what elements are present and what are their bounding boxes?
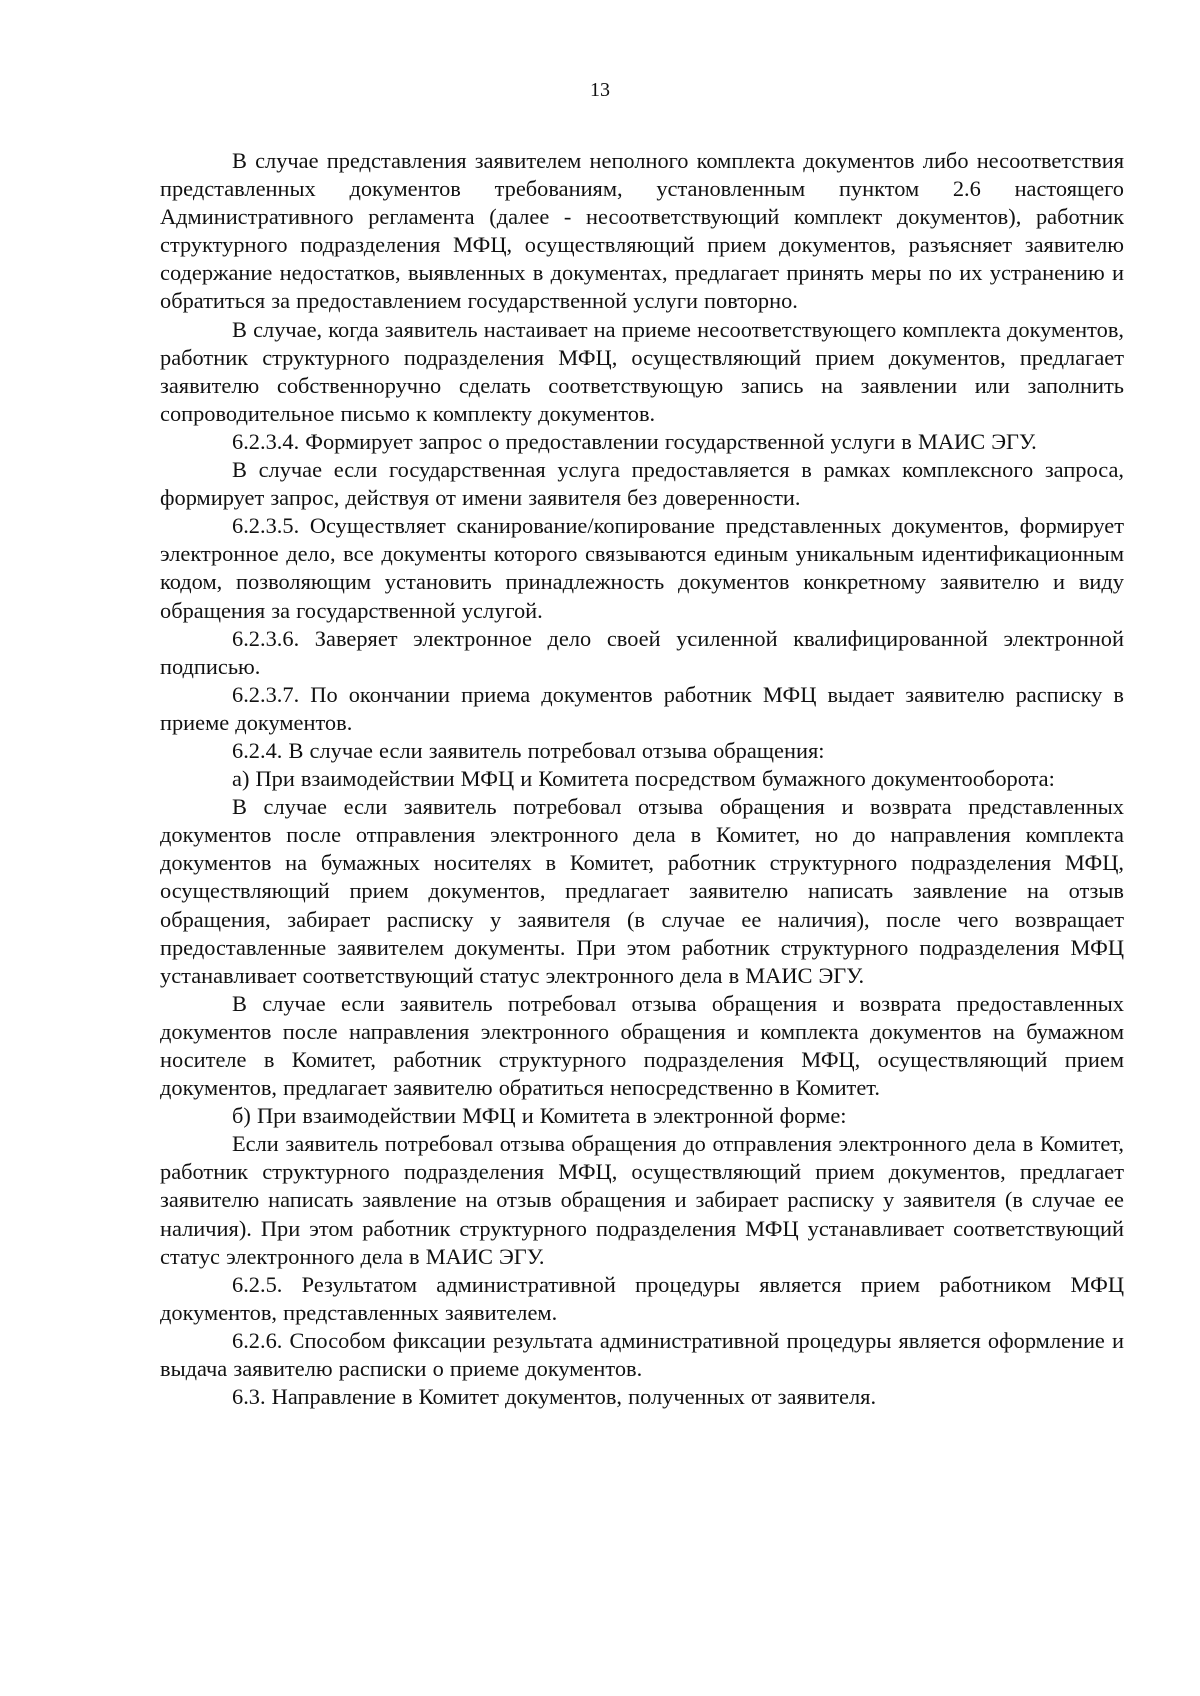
paragraph-6-2-3-4: 6.2.3.4. Формирует запрос о предоставлении государственной услуги в МАИС ЭГУ. <box>232 428 1037 454</box>
paragraph-withdrawal-before-paper: В случае если заявитель потребовал отзыва обращения и возврата представленных документов после отправления электронного дела в Комитет, но до направления комплекта документов на бумажных носителях в Комитет, работник структурного подразделения МФЦ, осуществляющий прием документов, предлагает заявителю написать заявление на отзыв обращения, забирает расписку у заявителя (в случае ее наличия), после чего возвращает предоставленные заявителем документы. При этом работник структурного подразделения МФЦ устанавливает соответствующий статус электронного дела в МАИС ЭГУ. <box>160 794 1124 988</box>
page-number: 13 <box>590 79 610 101</box>
paragraph-6-2-5: 6.2.5. Результатом административной процедуры является прием работником МФЦ документов, представленных заявителем. <box>160 1271 1124 1325</box>
paragraph-6-3: 6.3. Направление в Комитет документов, полученных от заявителя. <box>232 1384 877 1410</box>
paragraph-6-2-3-5: 6.2.3.5. Осуществляет сканирование/копирование представленных документов, формирует электронное дело, все документы которого связываются единым уникальным идентификационным кодом, позволяющим установить принадлежность документов конкретному заявителю и виду обращения за государственной услугой. <box>160 513 1124 623</box>
paragraph-withdrawal-after-paper: В случае если заявитель потребовал отзыва обращения и возврата предоставленных документов после направления электронного обращения и комплекта документов на бумажном носителе в Комитет, работник структурного подразделения МФЦ, осуществляющий прием документов, предлагает заявителю обратиться непосредственно в Комитет. <box>160 990 1124 1101</box>
paragraph-6-2-3-7: 6.2.3.7. По окончании приема документов работник МФЦ выдает заявителю расписку в приеме документов. <box>160 681 1124 735</box>
paragraph-incomplete-documents: В случае представления заявителем неполного комплекта документов либо несоответствия представленных документов требованиям, установленным пунктом 2.6 настоящего Административного регламента (далее - несоответствующий комплект документов), работник структурного подразделения МФЦ, осуществляющий прием документов, разъясняет заявителю содержание недостатков, выявленных в документах, предлагает принять меры по их устранению и обратиться за предоставлением государственной услуги повторно. <box>160 148 1124 314</box>
paragraph-item-a: а) При взаимодействии МФЦ и Комитета посредством бумажного документооборота: <box>232 766 1055 792</box>
document-body <box>160 147 1124 1411</box>
paragraph-complex-request: В случае если государственная услуга предоставляется в рамках комплексного запроса, формирует запрос, действуя от имени заявителя без доверенности. <box>160 457 1124 511</box>
paragraph-6-2-4: 6.2.4. В случае если заявитель потребовал отзыва обращения: <box>232 737 825 763</box>
paragraph-item-b: б) При взаимодействии МФЦ и Комитета в электронной форме: <box>232 1103 847 1129</box>
paragraph-6-2-6: 6.2.6. Способом фиксации результата административной процедуры является оформление и выдача заявителю расписки о приеме документов. <box>160 1327 1124 1382</box>
paragraph-withdrawal-electronic: Если заявитель потребовал отзыва обращения до отправления электронного дела в Комитет, работник структурного подразделения МФЦ, осуществляющий прием документов, предлагает заявителю написать заявление на отзыв обращения и забирает расписку у заявителя (в случае ее наличия). При этом работник структурного подразделения МФЦ устанавливает соответствующий статус электронного дела в МАИС ЭГУ. <box>160 1131 1124 1269</box>
paragraph-6-2-3-6: 6.2.3.6. Заверяет электронное дело своей усиленной квалифицированной электронной подписью. <box>160 625 1124 679</box>
paragraph-applicant-insists: В случае, когда заявитель настаивает на приеме несоответствующего комплекта документов, работник структурного подразделения МФЦ, осуществляющий прием документов, предлагает заявителю собственноручно сделать соответствующую запись на заявлении или заполнить сопроводительное письмо к комплекту документов. <box>160 316 1124 426</box>
